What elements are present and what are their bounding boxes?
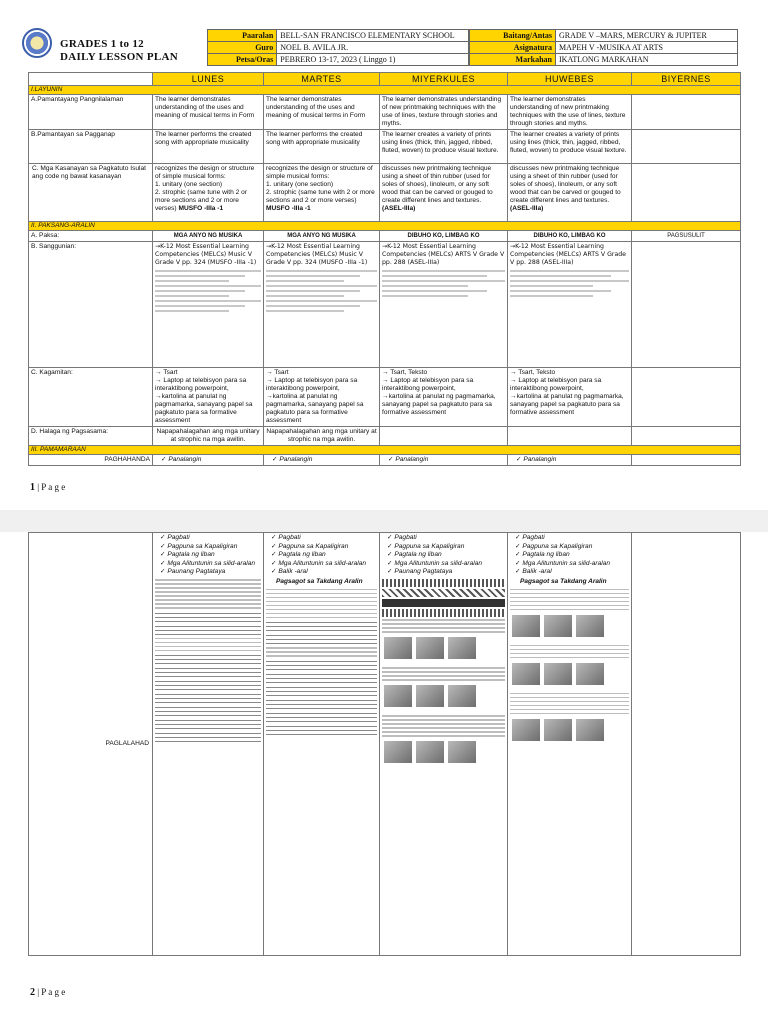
music-staff xyxy=(266,699,377,709)
materials-cell: → Tsart, Teksto → Laptop at telebisyon para sa interaktibong powerpoint, →kartolina at panulat ng pagmamarka, sanayang papel sa pagkatuto para sa formative assessment xyxy=(508,368,632,427)
row-label: B. Sanggunian: xyxy=(29,242,153,368)
text-line xyxy=(266,593,377,595)
page-number-label: | P a g e xyxy=(35,482,66,492)
cell-empty xyxy=(508,427,632,446)
cell-text: recognizes the design or structure of simple musical forms: 1. unitary (one section) 2. strophic (same tune with 2 or more sections and 2 or more verses) xyxy=(266,165,375,204)
cell-text: discusses new printmaking technique using a sheet of thin rubber (used for soles of shoes), linoleum, or any soft wood that can be carved or gouged to create different lines and textures. xyxy=(510,165,621,204)
row-label-cell xyxy=(29,533,153,956)
print-image xyxy=(544,615,572,637)
text-line xyxy=(510,697,629,699)
text-line xyxy=(266,651,377,653)
section-pamamaraan: III. PAMAMARAAN xyxy=(29,446,741,455)
fine-print xyxy=(155,290,245,292)
competency-code: (ASEL-IIIa) xyxy=(510,205,544,212)
header-value-teacher: NOEL B. AVILA JR. xyxy=(277,42,469,54)
fine-print xyxy=(266,270,377,272)
text-line xyxy=(266,617,377,619)
fine-print xyxy=(266,310,344,312)
row-label xyxy=(29,164,153,222)
row-label: A. Paksa: xyxy=(29,231,153,242)
text-line xyxy=(382,679,505,681)
header-value-quarter: IKATLONG MARKAHAN xyxy=(556,54,738,66)
music-staff xyxy=(155,693,261,703)
texture-image xyxy=(384,741,412,763)
print-image xyxy=(416,637,444,659)
checklist xyxy=(510,534,629,577)
checklist-item: ✓ Pagpuna sa Kapaligiran xyxy=(387,543,505,552)
fine-print xyxy=(266,280,344,282)
cell-empty xyxy=(632,242,741,368)
page-number-value: 2 xyxy=(30,987,35,998)
reference-cell xyxy=(264,242,380,368)
checklist-item: ✓ Paunang Pagtataya xyxy=(160,568,261,577)
music-staff xyxy=(155,654,261,664)
fine-print xyxy=(155,300,261,302)
checklist xyxy=(382,534,505,577)
text-line xyxy=(266,647,377,649)
text-line xyxy=(155,579,261,581)
fine-print xyxy=(510,280,629,282)
text-line xyxy=(382,619,505,621)
header-label: Markahan xyxy=(470,54,556,66)
fine-print xyxy=(155,280,229,282)
page-1 xyxy=(0,0,768,510)
section-layunin: I.LAYUNIN xyxy=(29,86,741,95)
cell-text: discusses new printmaking technique using a sheet of thin rubber (used for soles of shoes), linoleum, or any soft wood that can be carved or gouged to create different lines and textures. xyxy=(382,165,493,204)
cell xyxy=(264,164,380,222)
row-label: A.Pamantayang Pangnilalaman xyxy=(29,95,153,130)
checklist-item: ✓ Balik -aral xyxy=(515,568,629,577)
fine-print xyxy=(266,285,377,287)
materials-cell: → Tsart, Teksto → Laptop at telebisyon para sa interaktibong powerpoint, →kartolina at panulat ng pagmamarka, sanayang papel sa pagkatuto para sa formative assessment xyxy=(380,368,508,427)
fine-print xyxy=(266,290,360,292)
fine-print xyxy=(382,285,468,287)
text-line xyxy=(155,587,261,589)
lesson-plan-table xyxy=(28,72,741,466)
checklist-item: ✓ Panalangin xyxy=(380,455,508,466)
tuesday-procedure-cell xyxy=(264,533,380,956)
text-line xyxy=(382,667,505,669)
cell: The learner performs the created song with appropriate musicality xyxy=(153,130,264,164)
fine-print xyxy=(266,295,344,297)
checklist-item: ✓ Pagpuna sa Kapaligiran xyxy=(515,543,629,552)
cell: The learner creates a variety of prints using lines (thick, thin, jagged, ribbed, fluted, woven) to produce visual texture. xyxy=(508,130,632,164)
blank-header xyxy=(29,73,153,86)
topic-cell: DIBUHO KO, LIMBAG KO xyxy=(380,231,508,242)
text-line xyxy=(266,605,377,607)
text-line xyxy=(155,603,261,605)
materials-cell: → Tsart → Laptop at telebisyon para sa interaktibong powerpoint, →kartolina at panulat ng pagmamarka, sanayang papel sa pagkatuto para sa formative assessment xyxy=(153,368,264,427)
fine-print xyxy=(510,290,611,292)
text-line xyxy=(510,705,629,707)
text-line xyxy=(155,642,261,644)
reference-text: →K-12 Most Essential Learning Competencies (MELCs) Music V Grade V pp. 324 (MUSFO -IIIa -1) xyxy=(266,243,368,266)
checklist-item: ✓ Pagbati xyxy=(271,534,377,543)
text-line xyxy=(155,595,261,597)
header-label: Baitang/Antas xyxy=(470,30,556,42)
fine-print xyxy=(382,290,487,292)
music-staff xyxy=(266,686,377,696)
reference-cell xyxy=(380,242,508,368)
cell-empty xyxy=(632,427,741,446)
page-number xyxy=(30,482,65,493)
thursday-procedure-cell xyxy=(508,533,632,956)
text-line xyxy=(510,657,629,659)
cell: The learner performs the created song with appropriate musicality xyxy=(264,130,380,164)
topic-cell: DIBUHO KO, LIMBAG KO xyxy=(508,231,632,242)
header-value-school: BELL-SAN FRANCISCO ELEMENTARY SCHOOL xyxy=(277,30,469,42)
day-header-huwebes: HUWEBES xyxy=(508,73,632,86)
music-staff xyxy=(155,612,261,622)
values-cell: Napapahalagahan ang mga unitary at strophic na mga awitin. xyxy=(264,427,380,446)
cell-empty xyxy=(632,130,741,164)
header-label: Petsa/Oras xyxy=(208,54,277,66)
fine-print xyxy=(382,270,505,272)
header-right-table xyxy=(469,29,738,66)
cell: The learner demonstrates understanding of new printmaking techniques with the use of lines, texture through stories and myths. xyxy=(380,95,508,130)
row-label: D. Halaga ng Pagsasama: xyxy=(29,427,153,446)
print-image xyxy=(512,615,540,637)
print-image xyxy=(512,663,540,685)
print-image xyxy=(384,637,412,659)
music-staff xyxy=(155,667,261,677)
fine-print xyxy=(155,270,261,272)
text-line xyxy=(382,727,505,729)
checklist-item: ✓ Mga Alituntunin sa silid-aralan xyxy=(160,560,261,569)
text-line xyxy=(155,591,261,593)
fine-print xyxy=(155,295,229,297)
fine-print xyxy=(382,275,487,277)
checklist-item: ✓ Pagpuna sa Kapaligiran xyxy=(160,543,261,552)
cell: The learner creates a variety of prints using lines (thick, thin, jagged, ribbed, fluted, woven) to produce visual texture. xyxy=(380,130,508,164)
row-label: PAGHAHANDA xyxy=(29,455,153,466)
checklist-item: ✓ Mga Alituntunin sa silid-aralan xyxy=(515,560,629,569)
text-line xyxy=(510,653,629,655)
header-value-grade: GRADE V –MARS, MERCURY & JUPITER xyxy=(556,30,738,42)
header-label: Guro xyxy=(208,42,277,54)
day-header-lunes: LUNES xyxy=(153,73,264,86)
texture-image xyxy=(576,719,604,741)
text-line xyxy=(510,605,629,607)
cell-empty xyxy=(632,95,741,130)
assignment-heading: Pagsagot sa Takdang Aralin xyxy=(276,577,363,585)
text-line xyxy=(510,593,629,595)
text-line xyxy=(382,723,505,725)
text-line xyxy=(155,583,261,585)
print-image xyxy=(576,615,604,637)
topic-cell: MGA ANYO NG MUSIKA xyxy=(264,231,380,242)
competency-code: (ASEL-IIIa) xyxy=(382,205,416,212)
fine-print xyxy=(510,270,629,272)
checklist xyxy=(266,534,377,577)
checklist-item: ✓ Mga Alituntunin sa silid-aralan xyxy=(271,560,377,569)
checklist-item: ✓ Pagbati xyxy=(160,534,261,543)
line-pattern xyxy=(382,609,505,617)
print-image xyxy=(448,685,476,707)
checklist-item: ✓ Panalangin xyxy=(153,455,264,466)
text-line xyxy=(510,701,629,703)
materials-cell: → Tsart → Laptop at telebisyon para sa interaktibong powerpoint, →kartolina at panulat ng pagmamarka, sanayang papel sa pagkatuto para sa formative assessment xyxy=(264,368,380,427)
checklist-item: ✓ Panalangin xyxy=(264,455,380,466)
row-label: B.Pamantayan sa Pagganap xyxy=(29,130,153,164)
header-label: Asignatura xyxy=(470,42,556,54)
text-line xyxy=(510,713,629,715)
line-pattern xyxy=(382,579,505,587)
text-line xyxy=(155,650,261,652)
text-line xyxy=(155,646,261,648)
text-line xyxy=(266,601,377,603)
page-number-label: | P a g e xyxy=(35,987,66,997)
text-line xyxy=(155,607,261,609)
music-staff xyxy=(155,732,261,742)
text-line xyxy=(510,645,629,647)
text-line xyxy=(382,623,505,625)
checklist-item: ✓ Pagbati xyxy=(387,534,505,543)
music-staff xyxy=(155,719,261,729)
deped-seal-icon xyxy=(22,28,52,58)
topic-cell: PAGSUSULIT xyxy=(632,231,741,242)
cell: The learner demonstrates understanding of new printmaking techniques with the use of lines, texture through stories and myths. xyxy=(508,95,632,130)
checklist-item: ✓ Pagpuna sa Kapaligiran xyxy=(271,543,377,552)
header-value-date: PEBRERO 13-17, 2023 ( Linggo 1) xyxy=(277,54,469,66)
text-line xyxy=(510,589,629,591)
texture-image xyxy=(416,741,444,763)
fine-print xyxy=(510,275,611,277)
page-gap xyxy=(0,510,768,532)
checklist-item: ✓ Pagtala ng liban xyxy=(387,551,505,560)
row-label: C. Kagamitan: xyxy=(29,368,153,427)
text-line xyxy=(510,597,629,599)
text-line xyxy=(382,719,505,721)
text-line xyxy=(382,627,505,629)
values-cell: Napapahalagahan ang mga unitary at strophic na mga awitin. xyxy=(153,427,264,446)
music-staff xyxy=(266,712,377,722)
text-line xyxy=(266,613,377,615)
music-staff xyxy=(266,621,377,631)
cell-empty xyxy=(632,455,741,466)
line-pattern xyxy=(382,599,505,607)
text-line xyxy=(382,731,505,733)
music-staff xyxy=(266,660,377,670)
checklist-item: ✓ Mga Alituntunin sa silid-aralan xyxy=(387,560,505,569)
competency-code: MUSFO -IIIa -1 xyxy=(266,205,311,212)
reference-text: →K-12 Most Essential Learning Competencies (MELCs) Music V Grade V pp. 324 (MUSFO -IIIa -1) xyxy=(155,243,257,266)
fine-print xyxy=(155,285,261,287)
page-number-value: 1 xyxy=(30,482,35,493)
assignment-heading: Pagsagot sa Takdang Aralin xyxy=(520,577,607,585)
text-line xyxy=(510,709,629,711)
cell xyxy=(380,164,508,222)
header-value-subject: MAPEH V -MUSIKA AT ARTS xyxy=(556,42,738,54)
texture-image xyxy=(512,719,540,741)
checklist-item: ✓ Balik -aral xyxy=(271,568,377,577)
reference-cell xyxy=(508,242,632,368)
brand-line-2: DAILY LESSON PLAN xyxy=(60,51,178,63)
text-line xyxy=(155,599,261,601)
reference-text: →K-12 Most Essential Learning Competencies (MELCs) ARTS V Grade V pp. 288 (ASEL-IIIa) xyxy=(510,243,626,266)
text-line xyxy=(382,715,505,717)
page-number xyxy=(30,987,65,998)
text-line xyxy=(155,638,261,640)
fine-print xyxy=(266,300,377,302)
day-header-biyernes: BIYERNES xyxy=(632,73,741,86)
cell xyxy=(153,164,264,222)
text-line xyxy=(266,597,377,599)
fine-print xyxy=(510,285,593,287)
checklist-item: ✓ Panalangin xyxy=(508,455,632,466)
text-line xyxy=(510,601,629,603)
day-header-miyerkules: MIYERKULES xyxy=(380,73,508,86)
brand-line-1: GRADES 1 to 12 xyxy=(60,38,144,50)
fine-print xyxy=(155,275,245,277)
header-left-table xyxy=(207,29,469,66)
checklist-item: ✓ Paunang Pagtataya xyxy=(387,568,505,577)
fine-print xyxy=(155,310,229,312)
print-image xyxy=(416,685,444,707)
cell xyxy=(508,164,632,222)
reference-cell xyxy=(153,242,264,368)
text-line xyxy=(382,671,505,673)
text-line xyxy=(510,609,629,611)
music-staff xyxy=(155,706,261,716)
fine-print xyxy=(266,305,360,307)
cell-empty xyxy=(380,427,508,446)
text-line xyxy=(266,589,377,591)
music-staff xyxy=(155,625,261,635)
row-label: PAGLALAHAD xyxy=(105,739,149,747)
cell-empty xyxy=(632,533,741,956)
print-image xyxy=(448,637,476,659)
cell-empty xyxy=(632,368,741,427)
text-line xyxy=(510,649,629,651)
fine-print xyxy=(382,295,468,297)
text-line xyxy=(266,609,377,611)
fine-print xyxy=(155,305,245,307)
texture-image xyxy=(544,719,572,741)
section-paksang-aralin: II. PAKSANG-ARALIN xyxy=(29,222,741,231)
print-image xyxy=(384,685,412,707)
checklist-item: ✓ Pagtala ng liban xyxy=(160,551,261,560)
checklist-item: ✓ Pagtala ng liban xyxy=(515,551,629,560)
cell-text: recognizes the design or structure of simple musical forms: 1. unitary (one section) 2. strophic (same tune with 2 or more sections and 2 or more verses) xyxy=(155,165,255,212)
monday-procedure-cell xyxy=(153,533,264,956)
day-header-martes: MARTES xyxy=(264,73,380,86)
page-2 xyxy=(0,532,768,1024)
wednesday-procedure-cell xyxy=(380,533,508,956)
lesson-plan-table-continued xyxy=(28,532,741,956)
line-pattern xyxy=(382,589,505,597)
row-label-text: C. Mga Kasanayan sa Pagkatuto Isulat ang code ng bawat kasanayan xyxy=(32,165,146,180)
print-image xyxy=(576,663,604,685)
print-image xyxy=(544,663,572,685)
cell: The learner demonstrates understanding of the uses and meaning of musical terms in Form xyxy=(264,95,380,130)
text-line xyxy=(382,631,505,633)
music-staff xyxy=(266,673,377,683)
music-staff xyxy=(266,634,377,644)
fine-print xyxy=(510,295,593,297)
text-line xyxy=(382,675,505,677)
fine-print xyxy=(266,275,360,277)
music-staff xyxy=(266,725,377,735)
cell: The learner demonstrates understanding of the uses and meaning of musical terms in Form xyxy=(153,95,264,130)
checklist-item: ✓ Pagbati xyxy=(515,534,629,543)
checklist-item: ✓ Pagtala ng liban xyxy=(271,551,377,560)
music-staff xyxy=(155,680,261,690)
cell-empty xyxy=(632,164,741,222)
fine-print xyxy=(382,280,505,282)
text-line xyxy=(382,735,505,737)
texture-image xyxy=(448,741,476,763)
header-label: Paaralan xyxy=(208,30,277,42)
text-line xyxy=(266,655,377,657)
reference-text: →K-12 Most Essential Learning Competencies (MELCs) ARTS V Grade V pp. 288 (ASEL-IIIa) xyxy=(382,243,505,266)
text-line xyxy=(510,693,629,695)
topic-cell: MGA ANYO NG MUSIKA xyxy=(153,231,264,242)
checklist xyxy=(155,534,261,577)
competency-code: MUSFO -IIIa -1 xyxy=(178,205,224,212)
